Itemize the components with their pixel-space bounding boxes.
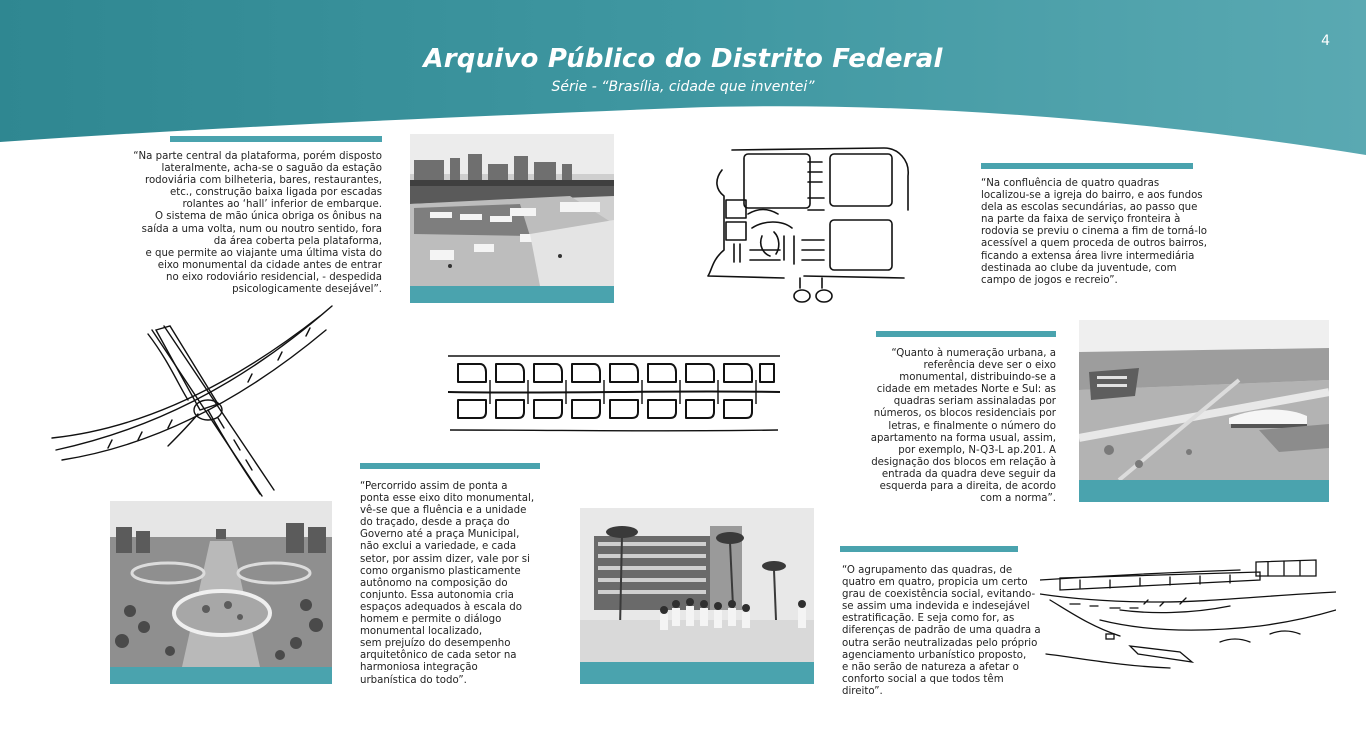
superquadra-plan-sketch — [704, 140, 914, 306]
buildings-perspective-sketch — [1040, 550, 1336, 670]
page-title: Arquivo Público do Distrito Federal — [423, 44, 943, 74]
accent-bar-agrupamento — [840, 546, 1018, 552]
accent-bar-confluencia — [981, 163, 1193, 169]
bus-station-photo-strip — [410, 286, 614, 303]
quote-percorrido: “Percorrido assim de ponta a ponta esse eixo dito monumental, vê-se que a fluência e a unidade do traçado, desde a praça do Governo até a praça Municipal, não exclui a variedade, e cada setor, por assim dizer, vale por si como organismo plasticamente autônomo na composição do conjunto. Essa autonomia cria espaços adequados à escala do homem e permite o diálogo monumental localizado, sem prejuízo do desempenho arquitetônico de cada setor na harmoniosa integração urbanística do todo”. — [360, 481, 535, 686]
quote-plataforma: “Na parte central da plataforma, porém disposto lateralmente, acha-se o saguão da estação rodoviária com bilheteria, bares, restaurantes, etc., construção baixa ligada por escadas rolantes ao ‘hall’ inferior de embarque. O sistema de mão única obriga os ônibus na saída a uma volta, num ou noutro sentido, fora da área coberta pela plataforma, e que permite ao viajante uma última vista do eixo monumental da cidade antes de entrar no eixo rodoviário residencial, - despedida psicologicamente desejável”. — [133, 151, 382, 296]
quote-numeracao: “Quanto à numeração urbana, a referência deve ser o eixo monumental, distribuindo-se a cidade em metades Norte e Sul: as quadras seriam assinaladas por números, os blocos residenciais por letras, e finalmente o número do apartamento na forma usual, assim, por exemplo, N-Q3-L ap.201. A designação dos blocos em relação à entrada da quadra deve seguir da esquerda para a direita, de acordo com a norma”. — [870, 348, 1056, 505]
accent-bar-numeracao — [876, 331, 1056, 337]
quote-agrupamento: “O agrupamento das quadras, de quatro em quatro, propicia um certo grau de coexistência social, evitando- se assim uma indevida e indesejável estratificação. E seja como for, as diferenças de padrão de uma quadra a outra serão neutralizadas pelo próprio agenciamento urbanístico proposto, e não serão de natureza a afetar o conforto social a que todos têm direito”. — [842, 565, 1041, 697]
planaltina-construction-photo — [1079, 320, 1329, 480]
monumental-axis-aerial-photo — [110, 501, 332, 667]
bus-station-photo — [410, 134, 614, 286]
pilot-plan-cross-sketch — [48, 300, 338, 498]
page-subtitle: Série - “Brasília, cidade que inventei” — [551, 79, 815, 95]
accent-bar-plataforma — [170, 136, 382, 142]
monumental-axis-photo-strip — [110, 667, 332, 684]
quadras-row-sketch — [444, 350, 784, 436]
quote-confluencia: “Na confluência de quatro quadras localizou-se a igreja do bairro, e aos fundos dela as escolas secundárias, ao passo que na parte da faixa de serviço fronteira à rodovia se previu o cinema a fim de torná-lo acessível a quem proceda de outros bairros, ficando a extensa área livre intermediária destinada ao clube da juventude, com campo de jogos e recreio”. — [981, 178, 1208, 286]
construction-photo-strip — [1079, 480, 1329, 502]
accent-bar-percorrido — [360, 463, 540, 469]
page-number: 4 — [1321, 33, 1330, 49]
school-children-photo — [580, 508, 814, 662]
school-children-photo-strip — [580, 662, 814, 684]
